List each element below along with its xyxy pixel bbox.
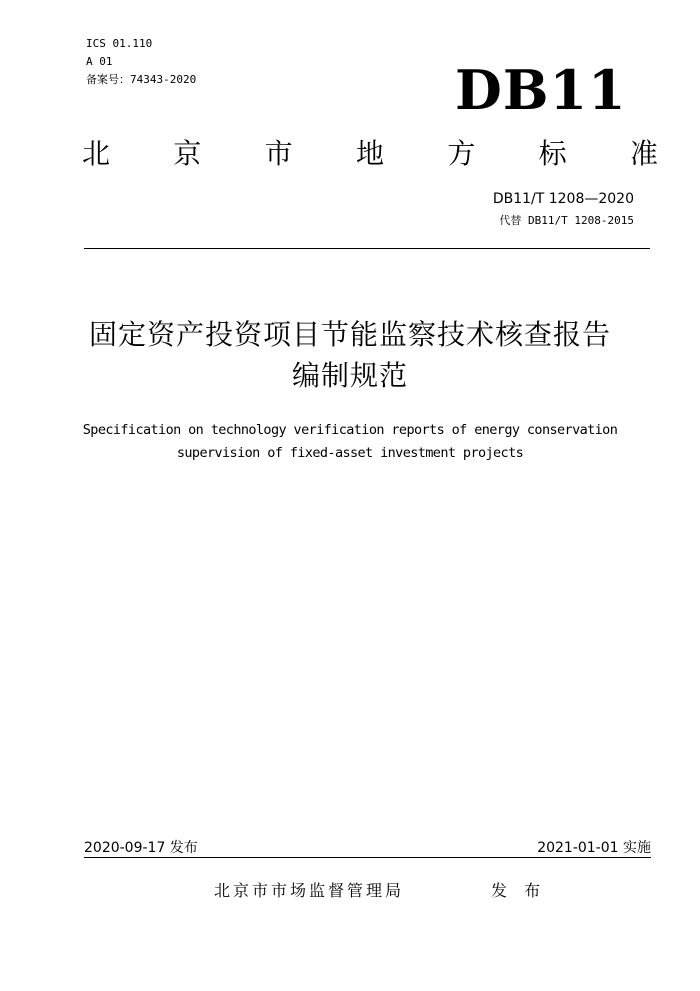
classification-code: A 01 <box>86 55 113 68</box>
standard-type-char: 方 <box>447 137 476 170</box>
footer-divider <box>84 857 651 858</box>
standard-type-char: 京 <box>173 137 202 170</box>
standard-logo: DB11 <box>455 58 627 122</box>
standard-type-char: 北 <box>82 137 111 170</box>
english-title-line-2: supervision of fixed-asset investment projects <box>176 445 524 461</box>
document-title-line-2: 编制规范 <box>291 359 408 392</box>
header-divider <box>84 248 650 249</box>
standard-type-char: 标 <box>538 137 567 170</box>
standard-type-heading <box>82 136 658 172</box>
document-title-line-1: 固定资产投资项目节能监察技术核查报告 <box>88 318 611 351</box>
issuing-authority: 北京市市场监督管理局 <box>214 881 405 900</box>
replaces-standard: 代替 DB11/T 1208-2015 <box>499 214 634 227</box>
implementation-date: 2021-01-01 实施 <box>537 840 651 856</box>
standard-type-char: 地 <box>355 137 384 170</box>
english-title-line-1: Specification on technology verification reports of energy conservation <box>82 422 618 438</box>
standard-type-char: 准 <box>629 137 658 170</box>
filing-number: 备案号：74343-2020 <box>86 73 197 86</box>
standard-number: DB11/T 1208—2020 <box>492 191 634 207</box>
publish-label: 发 布 <box>491 881 547 900</box>
standard-type-char: 市 <box>264 137 293 170</box>
issue-date: 2020-09-17 发布 <box>84 840 198 856</box>
ics-code: ICS 01.110 <box>86 37 153 50</box>
